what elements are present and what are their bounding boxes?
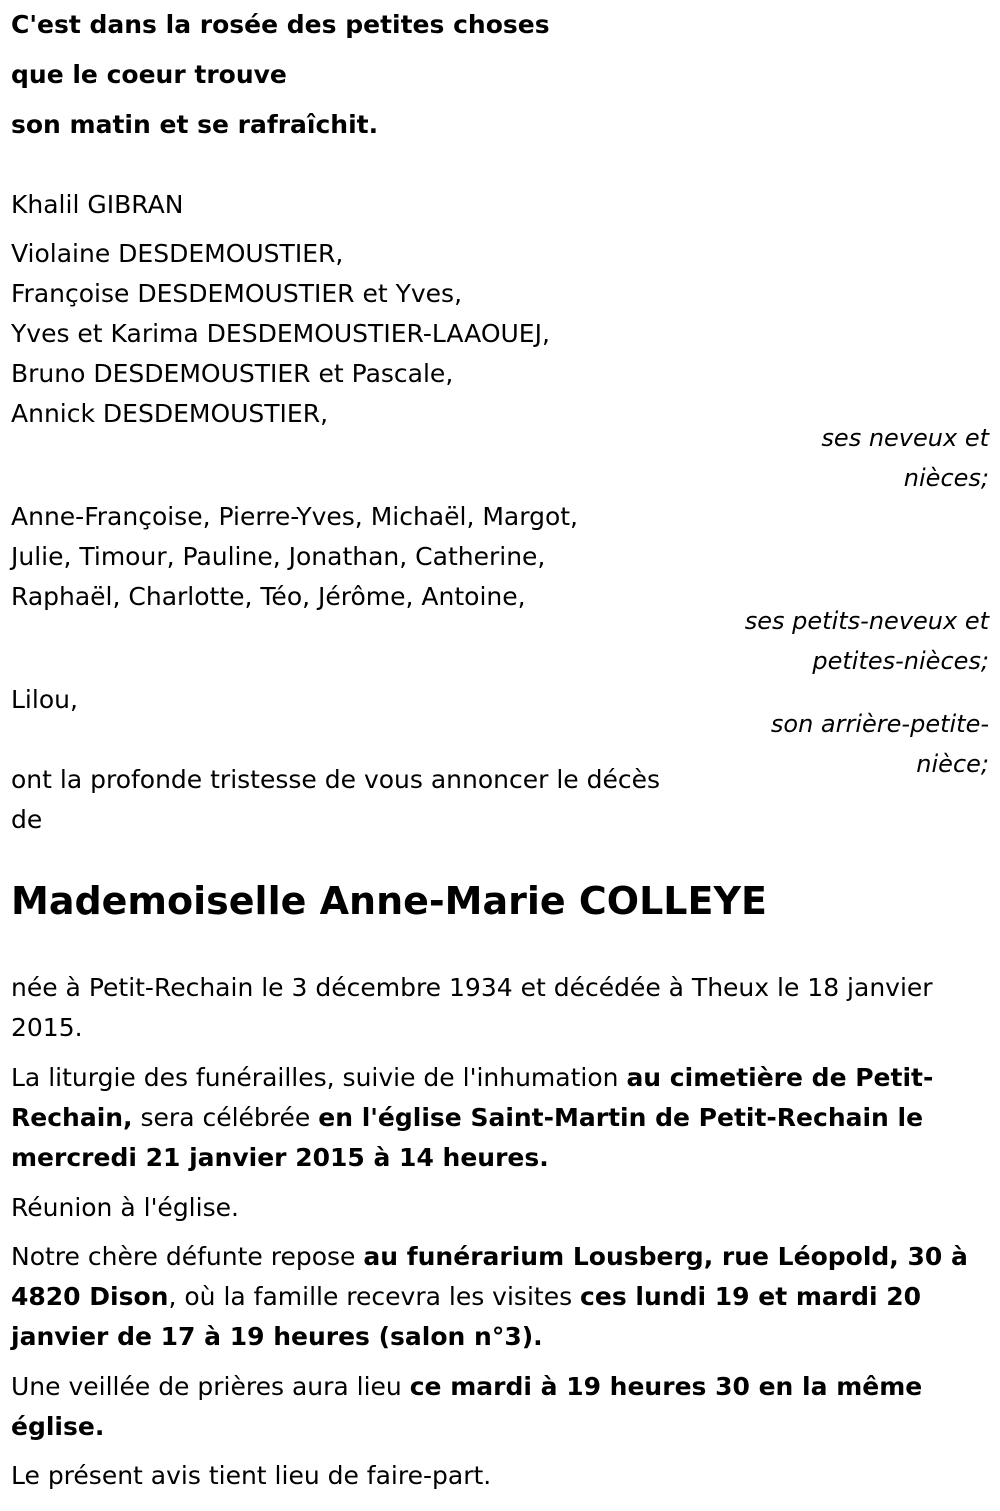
family-name: Julie, Timour, Pauline, Jonathan, Catherine,: [11, 542, 546, 571]
relation-label: petites-nièces;: [812, 647, 989, 675]
relation-label: nièces;: [903, 464, 989, 492]
visit-times: ces lundi 19 et mardi 20 janvier de 17 à 19 heures (salon n°3).: [11, 1282, 922, 1351]
family-name: Anne-Françoise, Pierre-Yves, Michaël, Margot,: [11, 502, 578, 531]
family-name: Françoise DESDEMOUSTIER et Yves,: [11, 279, 463, 308]
deceased-name: Mademoiselle Anne-Marie COLLEYE: [11, 879, 767, 923]
family-name: Lilou,: [11, 685, 78, 714]
quote-author: Khalil GIBRAN: [11, 190, 184, 219]
rest-paragraph: [11, 1237, 986, 1357]
quote-line-3: son matin et se rafraîchit.: [11, 110, 379, 139]
relation-label: nièce;: [916, 750, 989, 778]
family-name: Bruno DESDEMOUSTIER et Pascale,: [11, 359, 454, 388]
rest-place: au funérarium Lousberg, rue Léopold, 30 à 4820 Dison: [11, 1242, 968, 1311]
funeral-paragraph: [11, 1058, 986, 1178]
funeral-text: La liturgie des funérailles, suivie de l'inhumation: [11, 1063, 627, 1092]
relation-label: ses petits-neveux et: [744, 607, 989, 635]
funeral-church-date: en l'église Saint-Martin de Petit-Rechain le mercredi 21 janvier 2015 à 14 heures.: [11, 1103, 924, 1172]
rest-text: , où la famille recevra les visites: [168, 1282, 581, 1311]
announcement-line: ont la profonde tristesse de vous annoncer le décès: [11, 765, 661, 794]
birth-death-text: née à Petit-Rechain le 3 décembre 1934 et décédée à Theux le 18 janvier 2015.: [11, 973, 933, 1042]
funeral-place: au cimetière de Petit-Rechain,: [11, 1063, 934, 1132]
family-name: Raphaël, Charlotte, Téo, Jérôme, Antoine,: [11, 582, 526, 611]
quote-line-1: C'est dans la rosée des petites choses: [11, 10, 550, 39]
relation-label: ses neveux et: [821, 424, 989, 452]
vigil-paragraph: [11, 1367, 986, 1447]
relation-label: son arrière-petite-: [770, 710, 989, 738]
funeral-text: sera célébrée: [132, 1103, 319, 1132]
family-name: Violaine DESDEMOUSTIER,: [11, 239, 344, 268]
closing-text: Le présent avis tient lieu de faire-part.: [11, 1461, 492, 1490]
announcement-line: de: [11, 805, 43, 834]
family-name: Yves et Karima DESDEMOUSTIER-LAAOUEJ,: [11, 319, 550, 348]
vigil-time-place: ce mardi à 19 heures 30 en la même église.: [11, 1372, 923, 1441]
quote-line-2: que le coeur trouve: [11, 60, 287, 89]
meeting-text: Réunion à l'église.: [11, 1193, 239, 1222]
rest-text: Notre chère défunte repose: [11, 1242, 364, 1271]
vigil-text: Une veillée de prières aura lieu: [11, 1372, 410, 1401]
family-name: Annick DESDEMOUSTIER,: [11, 399, 329, 428]
